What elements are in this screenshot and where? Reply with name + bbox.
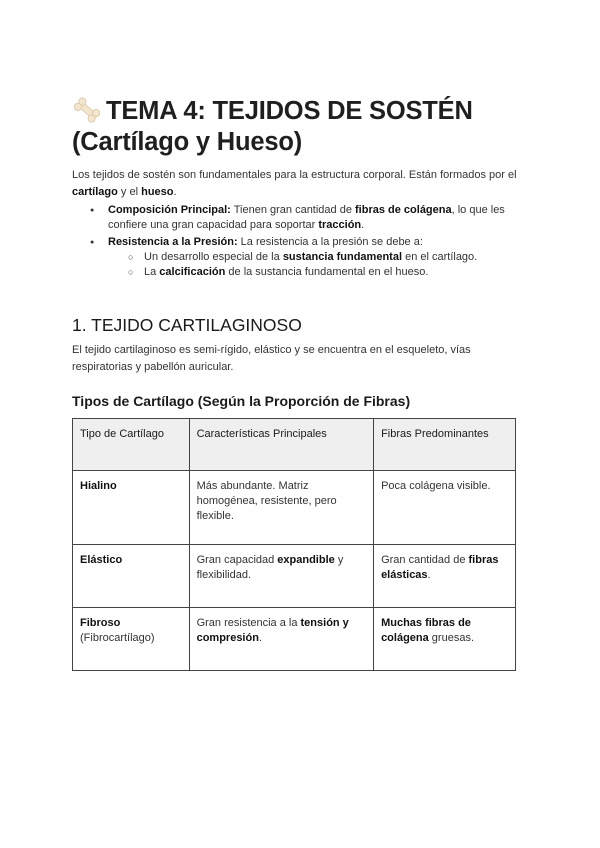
table-row — [73, 471, 516, 545]
sub-list — [108, 250, 528, 280]
section-paragraph: El tejido cartilaginoso es semi-rígido, elástico y se encuentra en el esqueleto, vías respiratorias y pabellón auricular. — [72, 344, 471, 373]
sub-list-item: ○ La calcificación de la sustancia fundamental en el hueso. — [108, 265, 528, 280]
title-line-1: TEMA 4: TEJIDOS DE SOSTÉN — [106, 97, 473, 125]
intro-paragraph: Los tejidos de sostén son fundamentales para la estructura corporal. Están formados por el cartílago y el hueso. — [72, 169, 517, 198]
bullet-list — [72, 203, 528, 280]
table-header-row — [73, 419, 516, 471]
table-row — [73, 545, 516, 608]
table-cell: Fibroso (Fibrocartílago) — [73, 608, 190, 671]
page-title — [72, 96, 528, 158]
cartilage-table — [72, 418, 516, 671]
sub-list-item: ○ Un desarrollo especial de la sustancia fundamental en el cartílago. — [108, 250, 528, 265]
table-heading: Tipos de Cartílago (Según la Proporción de Fibras) — [72, 393, 411, 409]
column-header: Características Principales — [189, 419, 373, 471]
title-line-2: (Cartílago y Hueso) — [72, 128, 302, 156]
table-cell: Elástico — [73, 545, 190, 608]
bone-icon — [72, 97, 102, 123]
table-cell: Más abundante. Matriz homogénea, resistente, pero flexible. — [189, 471, 373, 545]
table-cell: Gran cantidad de fibras elásticas. — [374, 545, 516, 608]
section-heading: 1. TEJIDO CARTILAGINOSO — [72, 315, 302, 335]
list-item: ● Composición Principal: Tienen gran cantidad de fibras de colágena, lo que les confiere una gran capacidad para soportar tracción. — [72, 203, 528, 233]
table-cell: Poca colágena visible. — [374, 471, 516, 545]
column-header: Tipo de Cartílago — [73, 419, 190, 471]
document-page — [72, 96, 528, 671]
table-cell: Hialino — [73, 471, 190, 545]
table-cell: Gran resistencia a la tensión y compresión. — [189, 608, 373, 671]
column-header: Fibras Predominantes — [374, 419, 516, 471]
list-item: ● Resistencia a la Presión: La resistencia a la presión se debe a: ○ Un desarrollo especial de la sustancia fundamental en el cartílago. ○ La calcificación de la sustancia fundamental en el hueso. — [72, 235, 528, 280]
table-row — [73, 608, 516, 671]
table-cell: Gran capacidad expandible y flexibilidad. — [189, 545, 373, 608]
table-cell: Muchas fibras de colágena gruesas. — [374, 608, 516, 671]
